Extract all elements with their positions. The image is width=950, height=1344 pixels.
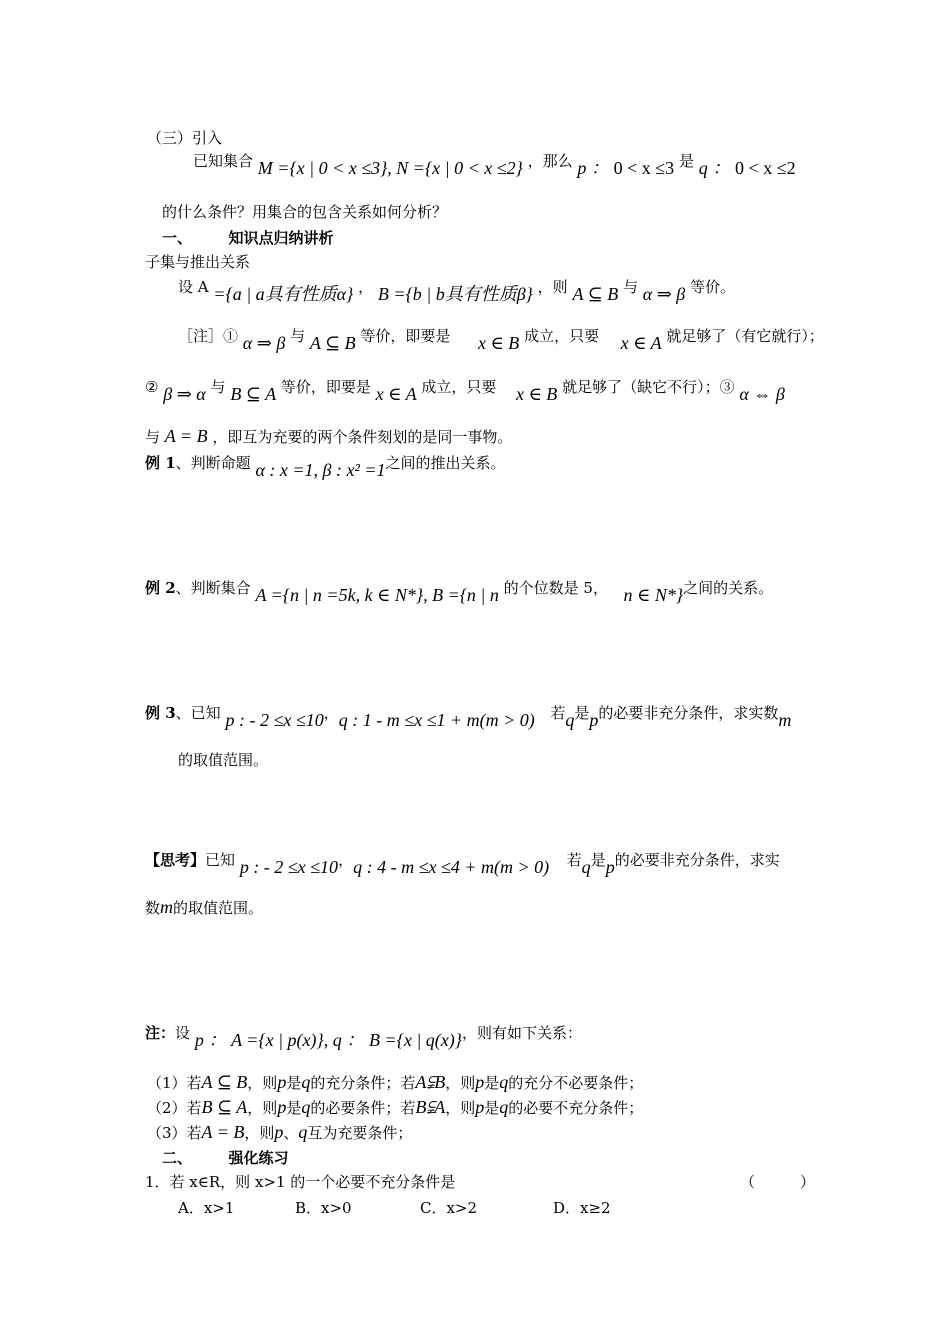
note2-text-b: 与 [210, 378, 226, 396]
note-item-1-math-2: A⫋B [415, 1072, 446, 1092]
note-item-3-p: p [274, 1122, 284, 1142]
note-item-1-t4: ，则 [445, 1074, 476, 1092]
note1-text-b: 与 [290, 327, 306, 345]
note-math-b: B ={x | q(x)} [369, 1030, 462, 1050]
intro-math-sets: M ={x | 0 < x ≤3}, N ={x | 0 < x ≤2} [257, 158, 523, 178]
note3-text-a: 与 [145, 428, 161, 446]
think-line2 [145, 897, 263, 918]
section1-heading [162, 228, 334, 248]
example-3-q: q [565, 710, 575, 730]
think-sep: ， [338, 851, 354, 869]
example-2-tail: 之间的关系。 [683, 579, 774, 597]
question-1-option-c: C．x>2 [420, 1199, 478, 1217]
example-3-line2: 的取值范围。 [178, 751, 269, 769]
example-3-math-q: q : 1 - m ≤x ≤1 + m(m > 0) [338, 710, 535, 730]
note1-text-d: 成立，只要 [524, 327, 600, 345]
note-item-2-t5: 是 [484, 1099, 500, 1117]
example-2 [145, 579, 774, 606]
note1-text-e: 就足够了（有它就行）； [666, 327, 824, 345]
think-t3: 的必要非充分条件，求实 [614, 851, 780, 869]
note-item-3-math: A = B [201, 1122, 245, 1142]
note-item-1-t5: 是 [484, 1074, 500, 1092]
note-item-1-n: （1）若 [147, 1074, 202, 1092]
def-text-c: ，则 [537, 278, 568, 296]
note-item-2-math-2: B⫋A [415, 1097, 446, 1117]
example-3-t2: 是 [574, 704, 590, 722]
think-p: p [605, 857, 615, 877]
note-item-1-q2: q [499, 1072, 509, 1092]
note-item-2-n: （2）若 [147, 1099, 202, 1117]
section2-title: 强化练习 [228, 1149, 289, 1167]
note1-text-a: ［注］① [178, 327, 239, 345]
note-item-3-n: （3）若 [147, 1124, 202, 1142]
note-item-1-t6: 的充分不必要条件； [508, 1074, 644, 1092]
example-2-label: 例 2 [145, 579, 176, 597]
example-3-label: 例 3 [145, 704, 176, 722]
section2-heading [162, 1148, 289, 1168]
note1-math-a: α ⇒ β [242, 333, 286, 353]
def-text-b: ， [358, 278, 374, 296]
note2-text-c: 等价，即要是 [280, 378, 371, 396]
example-3-math-p: p : - 2 ≤x ≤10 [225, 710, 324, 730]
note2-math-a: β ⇒ α [163, 384, 206, 404]
note-item-2-q: q [301, 1097, 311, 1117]
note-item-2-t6: 的必要不充分条件； [508, 1099, 644, 1117]
example-3 [145, 704, 792, 731]
think-m: m [160, 897, 174, 917]
intro-line [193, 152, 796, 179]
question-1-option-a: A．x>1 [178, 1199, 235, 1217]
example-1-text: 、判断命题 [175, 454, 251, 472]
note-label: 注： [145, 1024, 176, 1042]
note-item-1-p2: p [475, 1072, 485, 1092]
intro-text-1: 已知集合 [193, 152, 254, 170]
note-item-1-t2: 是 [286, 1074, 302, 1092]
intro-math-p: 0 < x ≤3 [613, 158, 675, 178]
example-3-sep: ， [323, 704, 339, 722]
note2-line [145, 378, 785, 405]
note2-math-c: x ∈ A [375, 384, 417, 404]
example-3-p: p [589, 710, 599, 730]
note-item-3-t1: ，则 [244, 1124, 275, 1142]
example-1 [145, 454, 506, 481]
note-item-3-t2: 、 [283, 1124, 299, 1142]
note-math-a: A ={x | p(x)}, q ： [231, 1030, 365, 1050]
section1-number: 一、 [162, 229, 193, 247]
note-item-1-math-1: A ⊆ B [201, 1072, 248, 1092]
note2-text-a: ② [145, 378, 159, 396]
section2-number: 二、 [162, 1149, 193, 1167]
note-item-2-t1: ，则 [247, 1099, 278, 1117]
think-t2: 是 [590, 851, 606, 869]
note2-text-d: 成立，只要 [421, 378, 497, 396]
example-3-m: m [778, 710, 792, 730]
question-1-stem: 1．若 x∈R，则 x>1 的一个必要不充分条件是 [145, 1173, 456, 1191]
intro-question: 的什么条件？用集合的包含关系如何分析？ [162, 203, 448, 221]
def-math-implies: α ⇒ β [642, 284, 686, 304]
example-3-text: 、已知 [175, 704, 221, 722]
note2-math-d: x ∈ B [515, 384, 558, 404]
example-1-math: α : x =1, β : x² =1 [255, 460, 386, 480]
note-p: p ： [194, 1030, 227, 1050]
note-item-3-t3: 互为充要条件； [307, 1124, 413, 1142]
def-text-e: 等价。 [690, 278, 736, 296]
note2-text-e: 就足够了（缺它不行）；③ [562, 378, 735, 396]
note-text-a: 设 [175, 1024, 191, 1042]
question-1-option-d: D．x≥2 [553, 1199, 611, 1217]
intro-math-q: 0 < x ≤2 [735, 158, 796, 178]
def-math-subset: A ⊆ B [572, 284, 619, 304]
example-3-t1: 若 [550, 704, 566, 722]
note1-text-c: 等价，即要是 [360, 327, 451, 345]
example-3-t3: 的必要非充分条件，求实数 [598, 704, 779, 722]
note2-math-b: B ⊆ A [230, 384, 277, 404]
example-2-math-1: A ={n | n =5k, k ∈ N*}, B ={n | n [255, 585, 499, 605]
note3-text-b: ，即互为充要的两个条件刻划的是同一事物。 [212, 428, 513, 446]
example-2-math-2: n ∈ N*} [623, 585, 684, 605]
definition-line [178, 278, 736, 305]
note-intro [145, 1024, 582, 1051]
def-text-d: 与 [622, 278, 638, 296]
intro-text-3: 是 [678, 152, 694, 170]
def-text-a: 设 A [178, 278, 209, 296]
question-1-answer-blank: （ ） [740, 1173, 816, 1191]
note-item-1-t1: ，则 [247, 1074, 278, 1092]
note-item-3 [147, 1122, 412, 1143]
think-math-p: p : - 2 ≤x ≤10 [239, 857, 339, 877]
note1-math-b: A ⊆ B [309, 333, 356, 353]
def-math-b: B ={b | b具有性质β} [377, 284, 533, 304]
note-item-3-q: q [298, 1122, 308, 1142]
section1-subtitle: 子集与推出关系 [145, 253, 251, 271]
note1-line [178, 327, 824, 354]
example-2-mid: 的个位数是 5， [503, 579, 608, 597]
note2-math-e: α ⇔ β [739, 384, 785, 404]
note3-line [145, 426, 512, 447]
intro-heading: （三）引入 [147, 129, 223, 147]
intro-q-label: q ： [698, 158, 731, 178]
note-item-2-t4: ，则 [445, 1099, 476, 1117]
note-item-2-p: p [277, 1097, 287, 1117]
note-item-1-t3: 的充分条件；若 [310, 1074, 416, 1092]
note-item-1-p: p [277, 1072, 287, 1092]
think-q: q [581, 857, 591, 877]
note-item-1-q: q [301, 1072, 311, 1092]
question-1-option-b: B．x>0 [295, 1199, 352, 1217]
example-1-label: 例 1 [145, 454, 176, 472]
think-label: 【思考】 [145, 851, 206, 869]
think-line2-b: 的取值范围。 [173, 899, 264, 917]
example-2-text: 、判断集合 [175, 579, 251, 597]
think-t1: 若 [566, 851, 582, 869]
intro-p-label: p ： [577, 158, 609, 178]
note3-math: A = B [164, 426, 208, 446]
note-text-b: ，则有如下关系： [461, 1024, 582, 1042]
note-item-2 [147, 1097, 643, 1118]
think-line2-a: 数 [145, 899, 161, 917]
think [145, 851, 780, 878]
think-text: 已知 [205, 851, 236, 869]
think-math-q: q : 4 - m ≤x ≤4 + m(m > 0) [353, 857, 550, 877]
note-item-2-q2: q [499, 1097, 509, 1117]
note-item-2-p2: p [475, 1097, 485, 1117]
example-1-tail: 之间的推出关系。 [385, 454, 506, 472]
note-item-2-math-1: B ⊆ A [201, 1097, 248, 1117]
note-item-2-t2: 是 [286, 1099, 302, 1117]
section1-title: 知识点归纳讲析 [228, 229, 334, 247]
note-item-1 [147, 1072, 643, 1093]
note-item-2-t3: 的必要条件；若 [310, 1099, 416, 1117]
intro-text-2: ，那么 [527, 152, 573, 170]
def-math-a: ={a | a具有性质α} [213, 284, 354, 304]
note1-math-c: x ∈ B [477, 333, 520, 353]
note1-math-d: x ∈ A [620, 333, 662, 353]
